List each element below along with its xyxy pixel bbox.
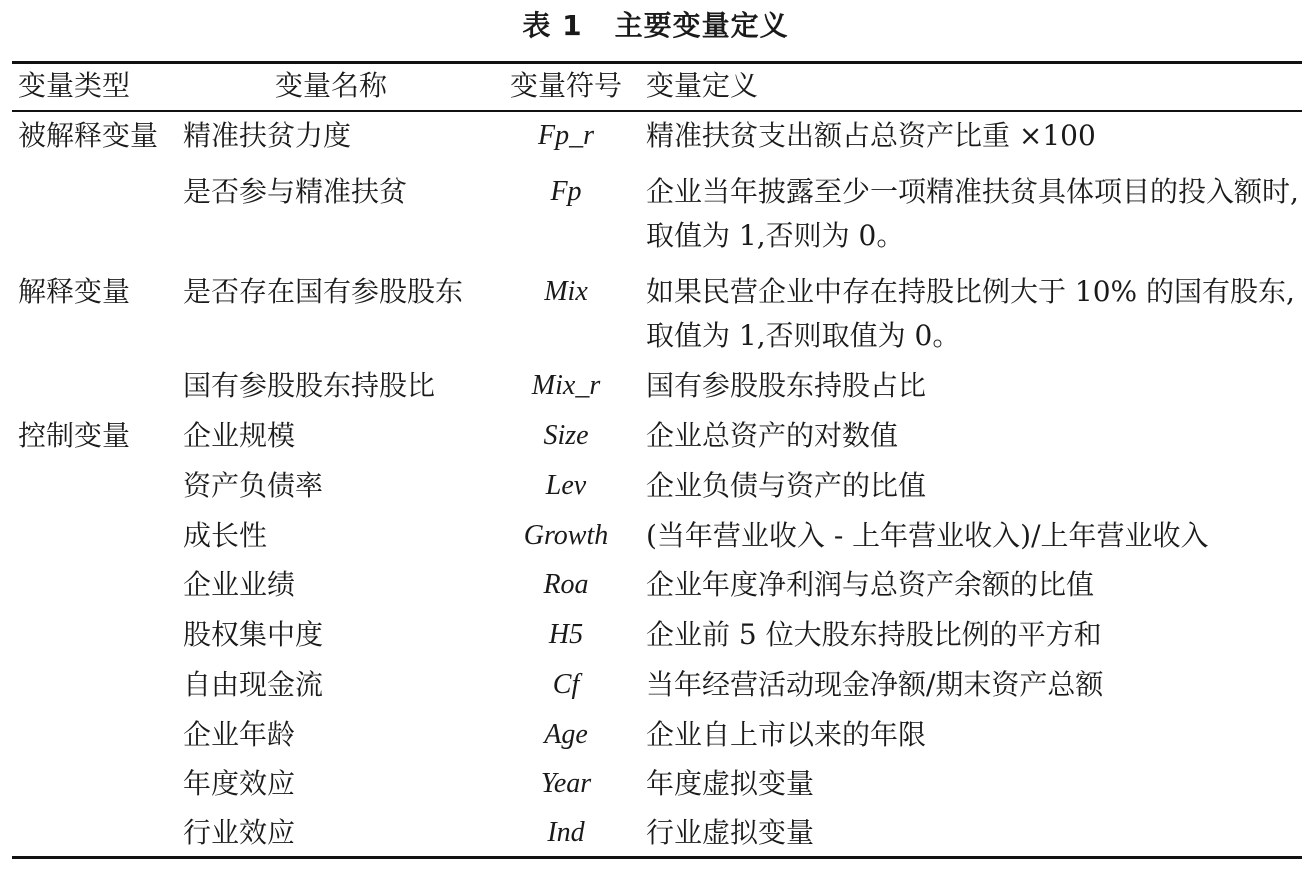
- variable-symbol: Roa: [543, 569, 589, 600]
- variable-symbol: Age: [544, 719, 588, 750]
- variable-name: 企业规模: [183, 419, 296, 452]
- variable-definition: 国有参股股东持股占比: [646, 369, 927, 402]
- variable-definition: 企业年度净利润与总资产余额的比值: [646, 568, 1095, 601]
- variable-symbol: Size: [543, 420, 589, 451]
- variable-symbol: H5: [548, 619, 584, 650]
- table-caption: [0, 6, 1311, 46]
- variable-name: 是否参与精准扶贫: [183, 175, 408, 208]
- variable-name: 行业效应: [183, 816, 296, 849]
- table-title: 主要变量定义: [614, 9, 789, 42]
- header-variable-type: 变量类型: [18, 69, 131, 102]
- variable-symbol: Year: [540, 768, 592, 799]
- variable-type: 控制变量: [18, 419, 131, 452]
- variable-name: 企业年龄: [183, 718, 296, 751]
- variable-name: 精准扶贫力度: [183, 119, 352, 152]
- variable-symbol: Mix_r: [531, 370, 601, 401]
- variable-definition: 企业总资产的对数值: [646, 419, 899, 452]
- variable-definition: 企业前 5 位大股东持股比例的平方和: [646, 618, 1102, 651]
- variable-definition: (当年营业收入 - 上年营业收入)/上年营业收入: [646, 519, 1209, 552]
- header-rule: [12, 110, 1302, 112]
- variable-symbol: Lev: [545, 470, 587, 501]
- header-variable-name: 变量名称: [275, 69, 388, 102]
- variable-definition: 精准扶贫支出额占总资产比重 ×100: [646, 119, 1096, 152]
- variable-name: 成长性: [183, 519, 268, 552]
- variable-definition: 企业负债与资产的比值: [646, 469, 927, 502]
- variable-definition: 当年经营活动现金净额/期末资产总额: [646, 668, 1104, 701]
- variable-name: 国有参股股东持股比: [183, 369, 436, 402]
- variable-definition: 行业虚拟变量: [646, 816, 815, 849]
- variable-name: 年度效应: [183, 767, 296, 800]
- variable-definition: 企业当年披露至少一项精准扶贫具体项目的投入额时,取值为 1,否则为 0。: [646, 175, 1299, 252]
- variable-type: 被解释变量: [18, 119, 159, 152]
- header-variable-symbol: 变量符号: [509, 69, 622, 102]
- variable-symbol: Fp_r: [538, 120, 594, 151]
- variable-definition: 如果民营企业中存在持股比例大于 10% 的国有股东,取值为 1,否则取值为 0。: [646, 275, 1295, 352]
- bottom-rule: [12, 856, 1302, 859]
- variable-name: 是否存在国有参股股东: [183, 275, 464, 308]
- variable-symbol: Cf: [552, 669, 580, 700]
- variable-symbol: Growth: [523, 520, 609, 551]
- variable-definition: 年度虚拟变量: [646, 767, 815, 800]
- variable-name: 资产负债率: [183, 469, 324, 502]
- variable-symbol: Fp: [550, 176, 582, 207]
- variable-type: 解释变量: [18, 275, 131, 308]
- table-number: 表 1: [522, 9, 583, 42]
- variable-name: 企业业绩: [183, 568, 296, 601]
- variable-definition: 企业自上市以来的年限: [646, 718, 927, 751]
- variable-symbol: Ind: [547, 817, 585, 848]
- header-variable-definition: 变量定义: [646, 69, 759, 102]
- variable-name: 自由现金流: [183, 668, 324, 701]
- variable-symbol: Mix: [544, 276, 588, 307]
- variable-name: 股权集中度: [183, 618, 324, 651]
